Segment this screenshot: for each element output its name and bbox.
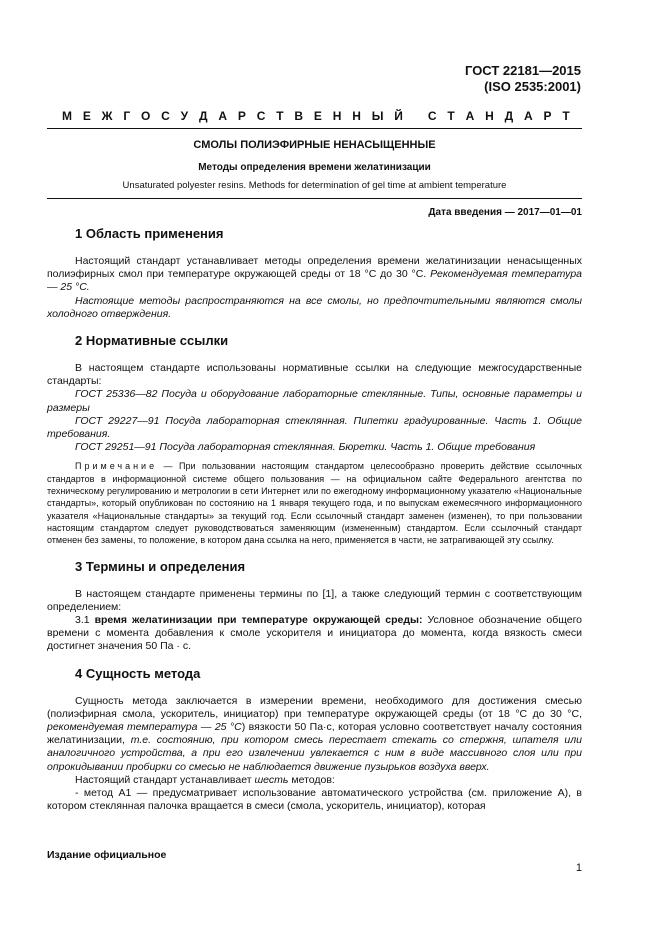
document-body [47,226,582,813]
section-1-heading: 1 Область применения [75,226,224,241]
section-3-heading: 3 Термины и определения [75,558,246,574]
banner-letter: А [465,109,476,123]
methods-intro: Настоящий стандарт устанавливает [75,773,255,786]
banner-letter: Т [562,109,571,123]
title-divider [47,198,582,199]
section-4-text-c: ) вязкости 50 Па·с, которая условно соответствует началу состояния желатинизации, [47,720,582,747]
page-number: 1 [575,862,582,874]
banner-letter: А [523,109,534,123]
banner-letter: Ж [101,109,114,123]
banner-letter: Т [447,109,456,123]
banner-letter: Р [543,109,553,123]
banner-letter: Ы [371,109,385,123]
banner-letter: Е [313,109,323,123]
header-divider [47,128,582,129]
banner-letter: Н [352,109,362,123]
document-subtitle: Методы определения времени желатинизации [198,162,431,173]
section-4-heading: 4 Сущность метода [75,665,201,681]
methods-count: шесть [254,773,289,786]
note-text: — При пользовании настоящим стандартом целесообразно проверить действие ссылочных стандартов в информационной системе общего пользования — на официальном сайте Федерального агентства по техническому регулированию и метрологии в сети Интернет или по ежегодному информационному указателю «Национальные стандарты», который опубликован по состоянию на 1 января текущего года, и по выпускам ежемесячного информационного указателя «Национальные стандарты» за текущий год. Если ссылочный стандарт заменен (изменен), то при пользовании настоящим стандартом следует руководствоваться заменяющим (измененным) стандартом. Если ссылочный стандарт отменен без замены, то положение, в котором дана ссылка на него, применяется в части, не затрагивающей эту ссылку. [47,461,582,546]
section-3-paragraph-1: В настоящем стандарте применены термины по [1], а также следующий термин с соответствующим определением: [47,587,582,613]
term-3-1 [47,614,582,654]
term-definition: Условное обозначение общего времени с момента добавления к смоле ускорителя и инициатора до момента, когда вязкость смеси достигнет значения 50 Па · с. [47,613,583,653]
banner-letter: Д [198,109,209,123]
section-2-heading: 2 Нормативные ссылки [75,333,229,349]
section-4-text-d: т.е. состоянию, при котором смесь перестает стекать со стержня, шпателя или аналогичного устройства, а при его извлечении увлекается с ним в виде массивного слоя или при опрокидывании пробирки со смесью не наблюдается движение пузырьков воздуха вверх. [47,734,583,773]
gost-number: ГОСТ 22181—2015 [465,63,581,78]
introduction-date: Дата введения — 2017—01—01 [428,207,582,218]
section-1-paragraph-2: Настоящие методы распространяются на все смолы, но предпочтительными являются смолы холодного отверждения. [47,294,582,320]
term-number: 3.1 [75,613,95,626]
term-name: время желатинизации при температуре окружающей среды: [94,613,423,626]
section-2-paragraph-1: В настоящем стандарте использованы нормативные ссылки на следующие межгосударственные стандарты: [47,362,582,388]
section-2-note [47,460,582,546]
banner-letter: М [62,109,73,123]
banner-letter [414,109,418,123]
section-4-paragraph-1 [47,695,582,774]
document-title: СМОЛЫ ПОЛИЭФИРНЫЕ НЕНАСЫЩЕННЫЕ [193,139,436,151]
reference-gost-25336: ГОСТ 25336—82 Посуда и оборудование лабораторные стеклянные. Типы, основные параметры и размеры [47,388,582,414]
reference-gost-29227: ГОСТ 29227—91 Посуда лабораторная стеклянная. Пипетки градуированные. Часть 1. Общие требования. [47,414,582,441]
banner-letter: Г [123,109,132,123]
banner-letter: Н [485,109,495,123]
banner-letter: С [161,109,171,123]
section-1-paragraph-1 [47,255,582,295]
banner-letter: С [256,109,267,123]
banner-letter: У [180,109,190,123]
section-4-text-a: Сущность метода заключается в измерении времени, необходимого для достижения смесью (полиэфирная смола, ускоритель, инициатор) при температуре окружающей среды (от 18 °С до 30 °С, [47,694,582,720]
section-1-text: Настоящий стандарт устанавливает методы определения времени желатинизации ненасыщенных полиэфирных смол при температуре окружающей среды от 18 °С до 30 °С. [47,255,582,281]
recommended-temperature: Рекомендуемая температура — 25 °С. [47,268,583,294]
banner-letter: О [141,109,152,123]
note-label: Примечание [75,461,158,472]
banner-letter: В [294,109,305,123]
method-a1-description: - метод А1 — предусматривает использование автоматического устройства (см. приложение А), в котором стеклянная палочка вращается в смеси (смола, ускоритель, инициатор), которая [47,786,582,813]
banner-letter: Н [332,109,343,123]
banner-letter: А [218,109,229,123]
banner-letter: Д [504,109,515,123]
interstate-standard-banner [62,109,571,123]
methods-suffix: методов: [288,773,335,786]
section-4-text-b: рекомендуемая температура — 25 °С [47,720,242,733]
iso-number: (ISO 2535:2001) [484,79,581,94]
gost-code-block [465,63,581,95]
banner-letter: С [427,109,438,123]
banner-letter: Р [237,109,247,123]
section-4-paragraph-2 [47,774,582,787]
document-title-english: Unsaturated polyester resins. Methods for determination of gel time at ambient temperature [122,180,507,191]
banner-letter: Й [394,109,404,123]
official-edition-label: Издание официальное [47,849,167,861]
reference-gost-29251: ГОСТ 29251—91 Посуда лабораторная стеклянная. Бюретки. Часть 1. Общие требования [75,441,536,454]
banner-letter: Е [82,109,92,123]
banner-letter: Т [276,109,285,123]
